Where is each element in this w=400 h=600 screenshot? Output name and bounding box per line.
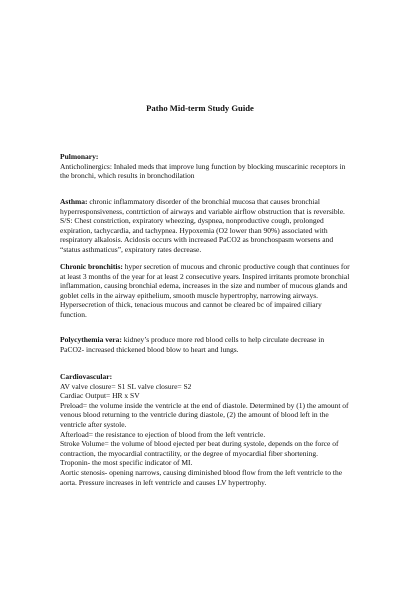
asthma-section	[60, 197, 350, 255]
troponin-line: Troponin- the most specific indicator of MI.	[60, 458, 193, 468]
cardiovascular-section	[60, 372, 350, 487]
cardiovascular-heading: Cardiovascular:	[60, 372, 113, 381]
asthma-definition-paragraph	[60, 197, 350, 216]
polycythemia-vera-paragraph	[60, 335, 350, 354]
pulmonary-section	[60, 152, 350, 181]
asthma-definition: chronic inflammatory disorder of the bronchial mucosa that causes bronchial hyperresponsiveness, contrtiction of airways and variable airflow obstruction that is reversible.	[60, 197, 345, 216]
polycythemia-vera-section	[60, 335, 350, 354]
cardiac-output-line: Cardiac Output= HR x SV	[60, 391, 140, 401]
chronic-bronchitis-definition: hyper secretion of mucous and chronic productive cough that continues for at least 3 months of the year for at least 2 consecutive years. Inspired irritants promote bronchial inflammation, causing bronchial edema, increases in the size and number of mucous glands and goblet cells in the airway epithelium, smooth muscle hypertrophy, narrowing airways. Hypersecretion of thick, tenacious mucous and cannot be cleared bc of impaired ciliary function.	[60, 262, 350, 319]
chronic-bronchitis-term: Chronic bronchitis:	[60, 262, 123, 271]
chronic-bronchitis-section	[60, 262, 350, 320]
document-title: Patho Mid-term Study Guide	[146, 103, 254, 113]
pulmonary-heading: Pulmonary:	[60, 152, 99, 161]
polycythemia-vera-definition: kidney’s produce more red blood cells to help circulate decrease in PaCO2- increased thickened blood blow to heart and lungs.	[60, 335, 325, 354]
anticholinergics-text: Anticholinergics: Inhaled meds that improve lung function by blocking muscarinic receptors in the bronchi, which results in bronchodilation	[60, 161, 346, 181]
afterload-line: Afterload= the resistance to ejection of blood from the left ventricle.	[60, 429, 266, 439]
asthma-term: Asthma:	[60, 197, 88, 206]
valve-closure-line: AV valve closure= S1 SL valve closure= S2	[60, 381, 192, 391]
stroke-volume-line: Stroke Volume= the volume of blood ejected per beat during systole, depends on the force of contraction, the myocardial contractility, or the degree of myocardial fiber shortening.	[60, 439, 339, 458]
aortic-stenosis-line: Aortic stenosis- opening narrows, causing diminished blood flow from the left ventricle to the aorta. Pressure increases in left ventricle and causes LV hypertrophy.	[60, 467, 343, 487]
preload-line: Preload= the volume inside the ventricle at the end of diastole. Determined by (1) the amount of venous blood returning to the ventricle during diastole, (2) the amount of blood left in the ventricle after systole.	[60, 400, 349, 429]
asthma-signs: S/S: Chest constriction, expiratory wheezing, dyspnea, nonproductive cough, prolonged expiration, tachycardia, and tachypnea. Hypoxemia (O2 lower than 90%) associated with respiratory alkalosis. Acidosis occurs with increased PaCO2 as bronchospasm worsens and “status asthmaticus”, expiratory rates decrease.	[60, 216, 334, 254]
chronic-bronchitis-paragraph	[60, 262, 350, 320]
polycythemia-vera-term: Polycythemia vera:	[60, 335, 122, 344]
